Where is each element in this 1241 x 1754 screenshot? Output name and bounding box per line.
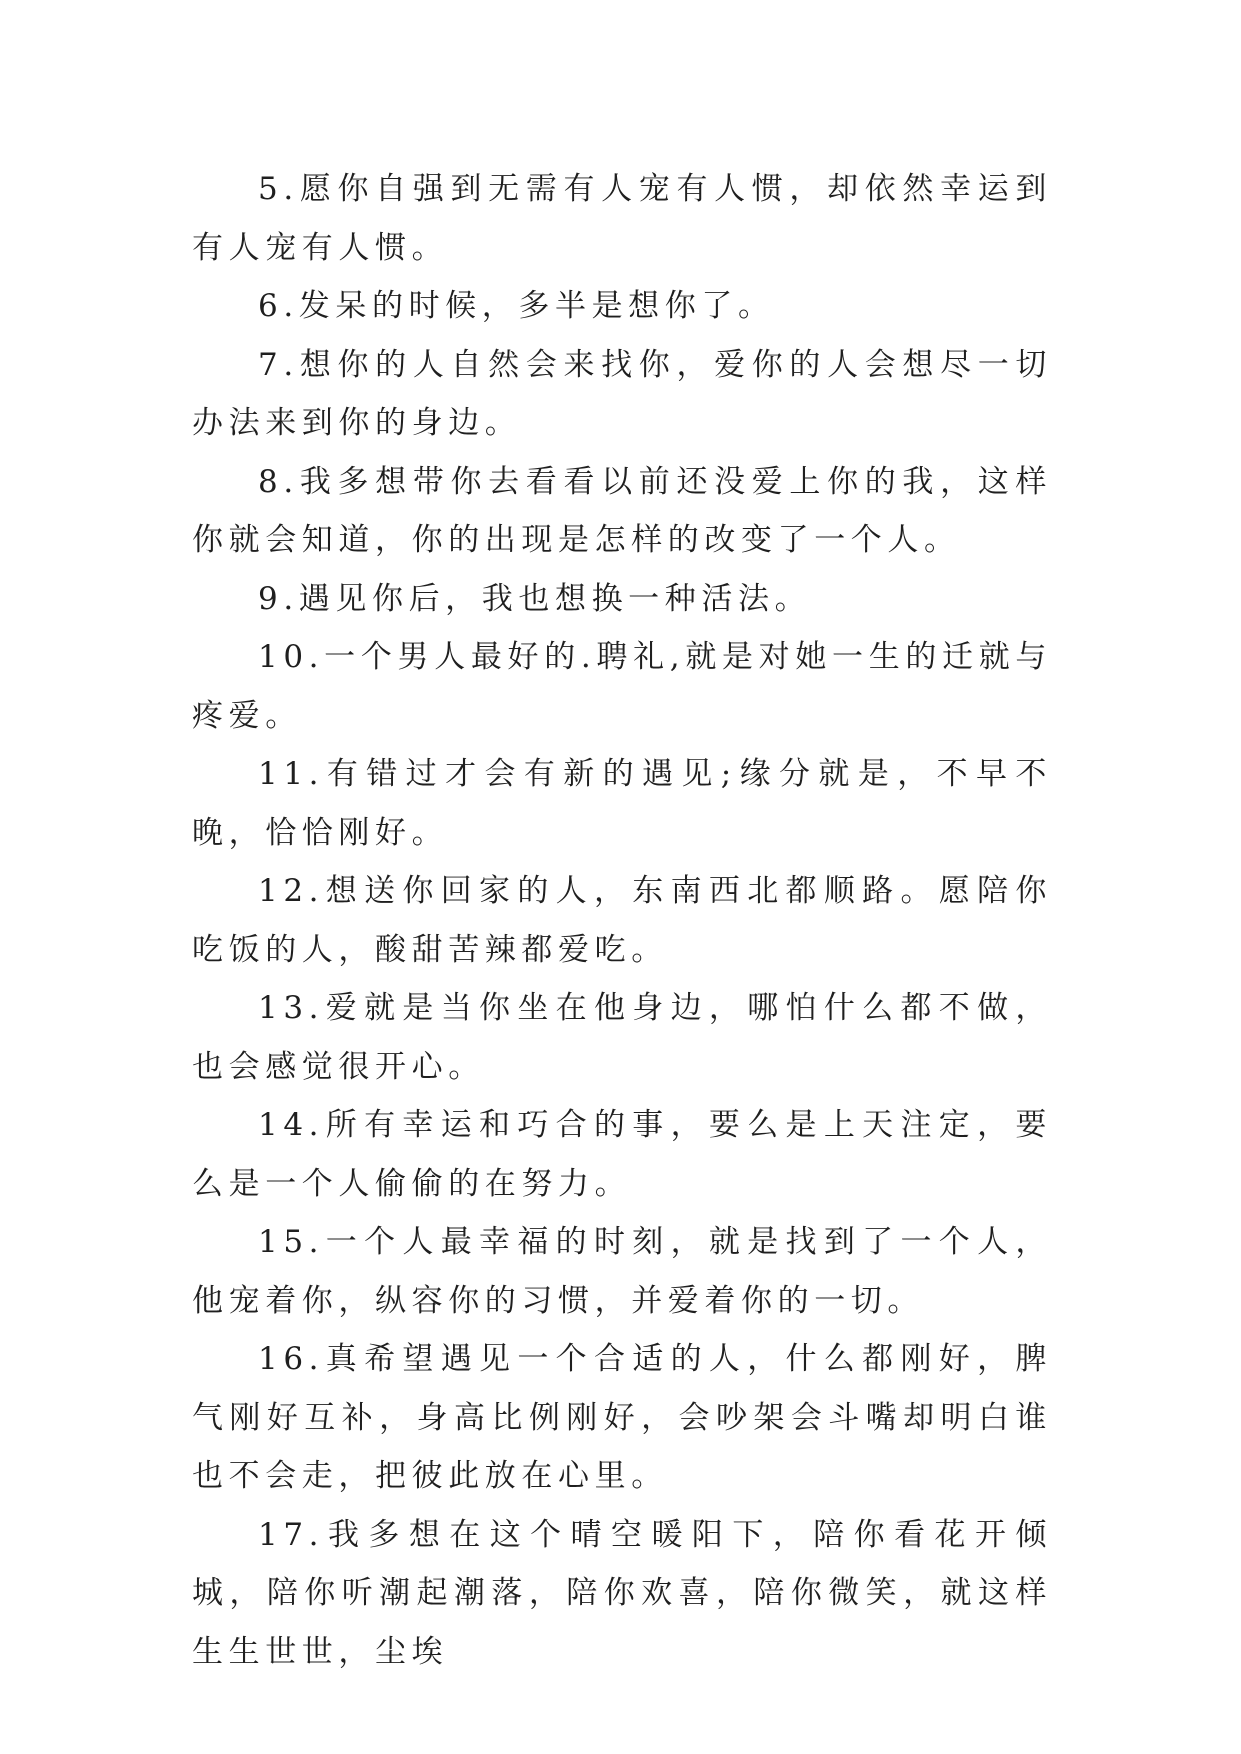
- paragraph-5: 5.愿你自强到无需有人宠有人惯，却依然幸运到有人宠有人惯。: [192, 171, 1052, 266]
- paragraph-12: 12.想送你回家的人，东南西北都顺路。愿陪你吃饭的人，酸甜苦辣都爱吃。: [192, 873, 1052, 968]
- paragraph-14: 14.所有幸运和巧合的事，要么是上天注定，要么是一个人偷偷的在努力。: [192, 1107, 1052, 1202]
- paragraph-15: 15.一个人最幸福的时刻，就是找到了一个人，他宠着你，纵容你的习惯，并爱着你的一切。: [192, 1224, 1052, 1319]
- paragraph-6: 6.发呆的时候，多半是想你了。: [258, 288, 775, 324]
- paragraph-13: 13.爱就是当你坐在他身边，哪怕什么都不做，也会感觉很开心。: [192, 990, 1052, 1085]
- paragraph-17: 17.我多想在这个晴空暖阳下，陪你看花开倾城，陪你听潮起潮落，陪你欢喜，陪你微笑，就这样生生世世，尘埃: [192, 1516, 1052, 1670]
- paragraph-8: 8.我多想带你去看看以前还没爱上你的我，这样你就会知道，你的出现是怎样的改变了一个人。: [192, 463, 1052, 558]
- paragraph-16: 16.真希望遇见一个合适的人，什么都刚好，脾气刚好互补，身高比例刚好，会吵架会斗嘴却明白谁也不会走，把彼此放在心里。: [192, 1341, 1052, 1494]
- paragraph-10: 10.一个男人最好的.聘礼,就是对她一生的迁就与疼爱。: [192, 639, 1052, 734]
- paragraph-9: 9.遇见你后，我也想换一种活法。: [258, 580, 812, 617]
- paragraph-11: 11.有错过才会有新的遇见;缘分就是，不早不晚，恰恰刚好。: [192, 756, 1052, 851]
- document-body: [192, 160, 1052, 1681]
- paragraph-7: 7.想你的人自然会来找你，爱你的人会想尽一切办法来到你的身边。: [192, 346, 1052, 441]
